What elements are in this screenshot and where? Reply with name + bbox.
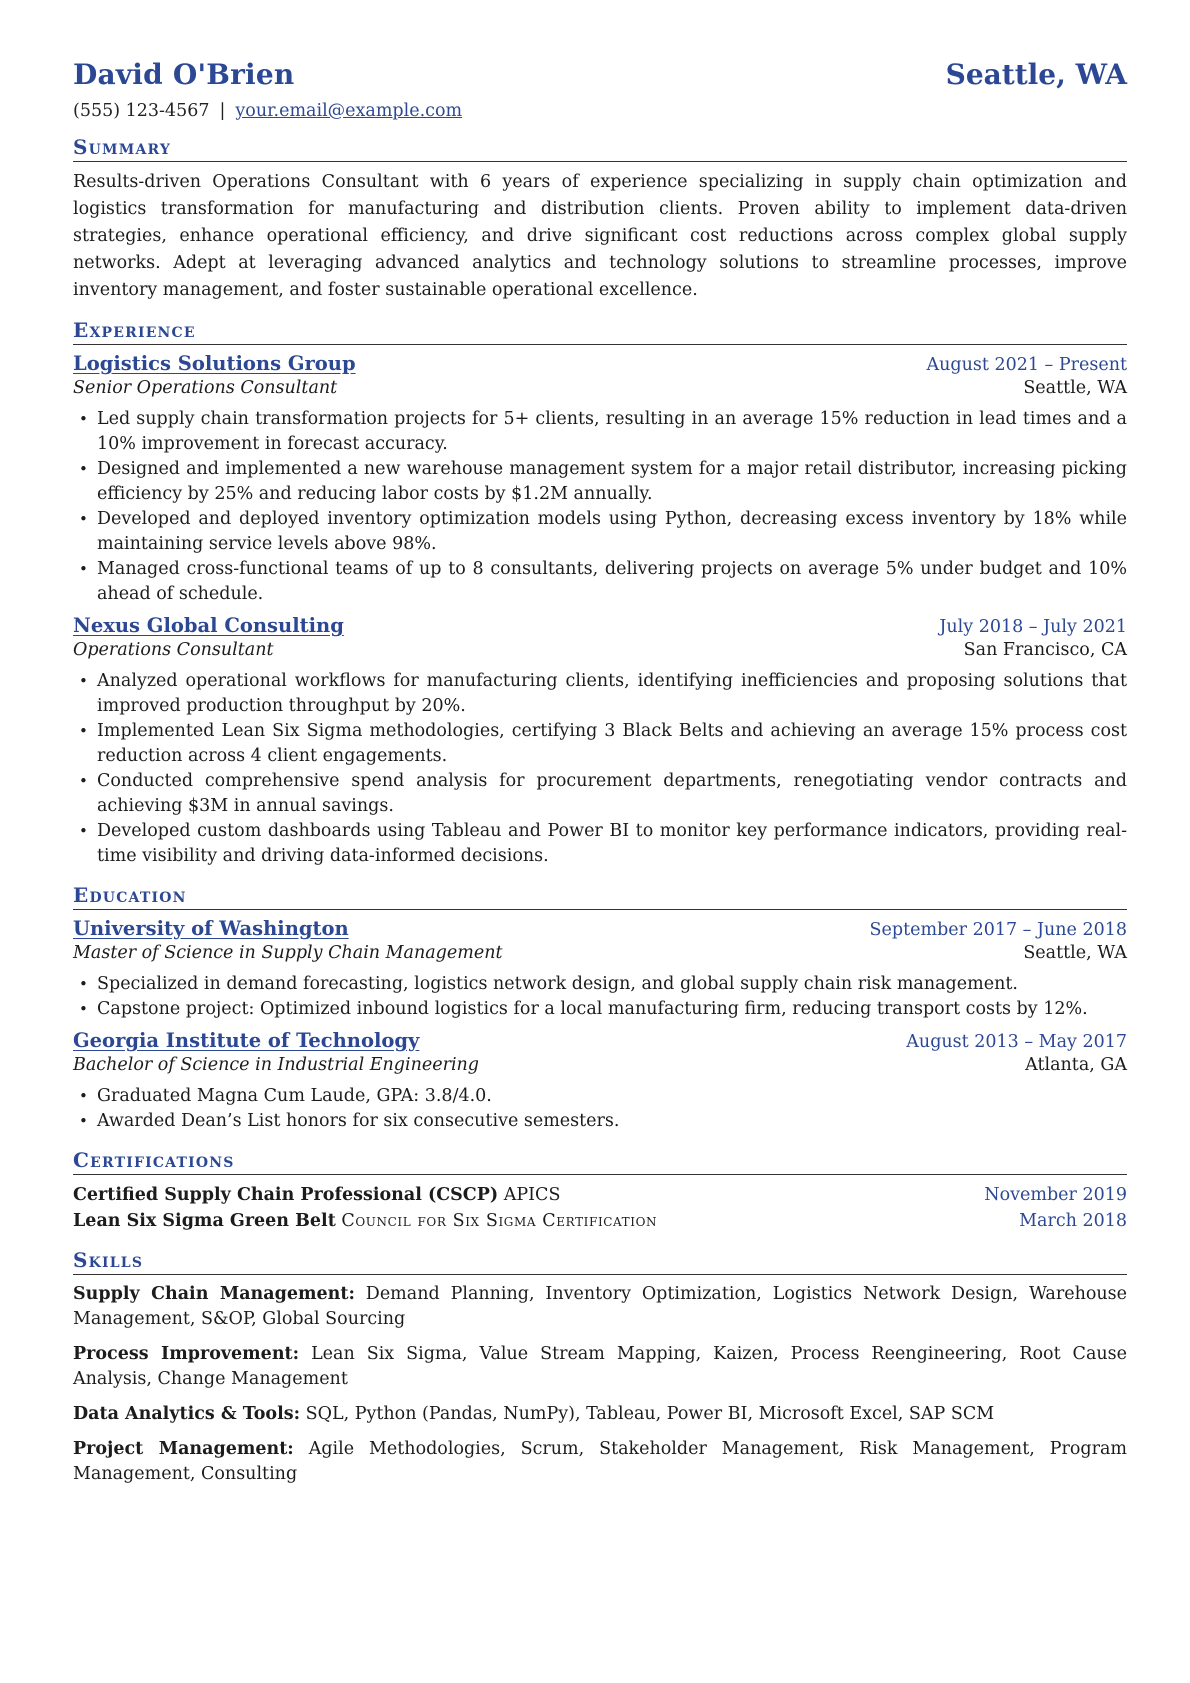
achievement-item: • Conducted comprehensive spend analysis for procurement departments, renegotiating vendor contracts and achieving $3M in annual savings. bbox=[97, 769, 1127, 819]
contact-line bbox=[73, 101, 1127, 121]
skill-category-label: Process Improvement: bbox=[73, 1344, 300, 1364]
skill-category bbox=[73, 1282, 1127, 1332]
school-link[interactable]: Georgia Institute of Technology bbox=[73, 1029, 420, 1052]
certification-item bbox=[73, 1182, 1127, 1208]
skill-category-label: Supply Chain Management: bbox=[73, 1284, 355, 1304]
education-detail-item: • Capstone project: Optimized inbound logistics for a local manufacturing firm, reducing transport costs by 12%. bbox=[97, 997, 1127, 1022]
certification-issuer: APICS bbox=[503, 1185, 561, 1205]
skill-category-values: Agile Methodologies, Scrum, Stakeholder Management, Risk Management, Program Management, Consulting bbox=[73, 1439, 1127, 1484]
skill-category-values: Demand Planning, Inventory Optimization, Logistics Network Design, Warehouse Management, S&OP, Global Sourcing bbox=[73, 1284, 1127, 1329]
degree-title: Bachelor of Science in Industrial Engineering bbox=[73, 1055, 480, 1075]
skill-category-values: Lean Six Sigma, Value Stream Mapping, Kaizen, Process Reengineering, Root Cause Analysis, Change Management bbox=[73, 1344, 1127, 1389]
employer-link[interactable]: Nexus Global Consulting bbox=[73, 614, 344, 637]
email-link[interactable]: your.email@example.com bbox=[235, 101, 463, 121]
section-title-experience: Experience bbox=[73, 318, 1127, 345]
education-detail-item: • Awarded Dean’s List honors for six consecutive semesters. bbox=[97, 1109, 1127, 1134]
employer-link[interactable]: Logistics Solutions Group bbox=[73, 352, 356, 375]
experience-entry bbox=[73, 614, 1127, 869]
certification-issuer: Council for Six Sigma Certification bbox=[341, 1211, 658, 1231]
certification-name: Certified Supply Chain Professional (CSCP) bbox=[73, 1185, 499, 1205]
education-detail-list bbox=[73, 1084, 1127, 1134]
degree-title: Master of Science in Supply Chain Management bbox=[73, 943, 503, 963]
employment-dates: August 2021 – Present bbox=[926, 355, 1127, 375]
skill-category-label: Project Management: bbox=[73, 1439, 294, 1459]
skill-category bbox=[73, 1437, 1127, 1487]
education-detail-item: • Specialized in demand forecasting, logistics network design, and global supply chain risk management. bbox=[97, 972, 1127, 997]
achievement-item: • Developed and deployed inventory optimization models using Python, decreasing excess inventory by 18% while maintaining service levels above 98%. bbox=[97, 507, 1127, 557]
achievement-list bbox=[73, 669, 1127, 869]
employment-dates: July 2018 – July 2021 bbox=[939, 617, 1127, 637]
job-location: San Francisco, CA bbox=[963, 640, 1127, 660]
contact-separator: | bbox=[219, 101, 226, 121]
achievement-item: • Implemented Lean Six Sigma methodologies, certifying 3 Black Belts and achieving an average 15% process cost reduction across 4 client engagements. bbox=[97, 719, 1127, 769]
certification-date: November 2019 bbox=[984, 1185, 1127, 1205]
resume-page bbox=[73, 58, 1127, 1487]
school-location: Atlanta, GA bbox=[1025, 1055, 1127, 1075]
phone-number: (555) 123-4567 bbox=[73, 101, 210, 121]
education-detail-list bbox=[73, 972, 1127, 1022]
skill-category-label: Data Analytics & Tools: bbox=[73, 1404, 301, 1424]
study-dates: September 2017 – June 2018 bbox=[869, 920, 1127, 940]
job-title: Operations Consultant bbox=[73, 640, 274, 660]
header bbox=[73, 58, 1127, 91]
job-location: Seattle, WA bbox=[1023, 378, 1127, 398]
skill-category bbox=[73, 1342, 1127, 1392]
education-entry bbox=[73, 1029, 1127, 1134]
certification-list bbox=[73, 1182, 1127, 1234]
skills-list bbox=[73, 1282, 1127, 1487]
school-link[interactable]: University of Washington bbox=[73, 917, 349, 940]
job-title: Senior Operations Consultant bbox=[73, 378, 338, 398]
skill-category bbox=[73, 1402, 1127, 1427]
skill-category-values: SQL, Python (Pandas, NumPy), Tableau, Power BI, Microsoft Excel, SAP SCM bbox=[305, 1404, 995, 1424]
school-location: Seattle, WA bbox=[1023, 943, 1127, 963]
candidate-name: David O'Brien bbox=[73, 58, 295, 91]
section-title-skills: Skills bbox=[73, 1248, 1127, 1275]
achievement-item: • Analyzed operational workflows for manufacturing clients, identifying inefficiencies and proposing solutions that improved production throughput by 20%. bbox=[97, 669, 1127, 719]
certification-date: March 2018 bbox=[1019, 1211, 1127, 1231]
achievement-list bbox=[73, 407, 1127, 607]
education-entry bbox=[73, 917, 1127, 1022]
certification-name: Lean Six Sigma Green Belt bbox=[73, 1211, 336, 1231]
achievement-item: • Managed cross-functional teams of up to 8 consultants, delivering projects on average 5% under budget and 10% ahead of schedule. bbox=[97, 557, 1127, 607]
candidate-location: Seattle, WA bbox=[945, 58, 1127, 91]
section-title-education: Education bbox=[73, 883, 1127, 910]
education-detail-item: • Graduated Magna Cum Laude, GPA: 3.8/4.0. bbox=[97, 1084, 1127, 1109]
achievement-item: • Developed custom dashboards using Tableau and Power BI to monitor key performance indicators, providing real-time visibility and driving data-informed decisions. bbox=[97, 819, 1127, 869]
section-title-summary: Summary bbox=[73, 135, 1127, 162]
achievement-item: • Led supply chain transformation projects for 5+ clients, resulting in an average 15% reduction in lead times and a 10% improvement in forecast accuracy. bbox=[97, 407, 1127, 457]
study-dates: August 2013 – May 2017 bbox=[906, 1032, 1127, 1052]
experience-entry bbox=[73, 352, 1127, 607]
certification-item bbox=[73, 1208, 1127, 1234]
achievement-item: • Designed and implemented a new warehouse management system for a major retail distributor, increasing picking efficiency by 25% and reducing labor costs by $1.2M annually. bbox=[97, 457, 1127, 507]
section-title-certifications: Certifications bbox=[73, 1148, 1127, 1175]
summary-text: Results-driven Operations Consultant with 6 years of experience specializing in supply chain optimization and logistics transformation for manufacturing and distribution clients. Proven ability to implement data-driven strategies, enhance operational efficiency, and drive significant cost reductions across complex global supply networks. Adept at leveraging advanced analytics and technology solutions to streamline processes, improve inventory management, and foster sustainable operational excellence. bbox=[73, 172, 1127, 300]
